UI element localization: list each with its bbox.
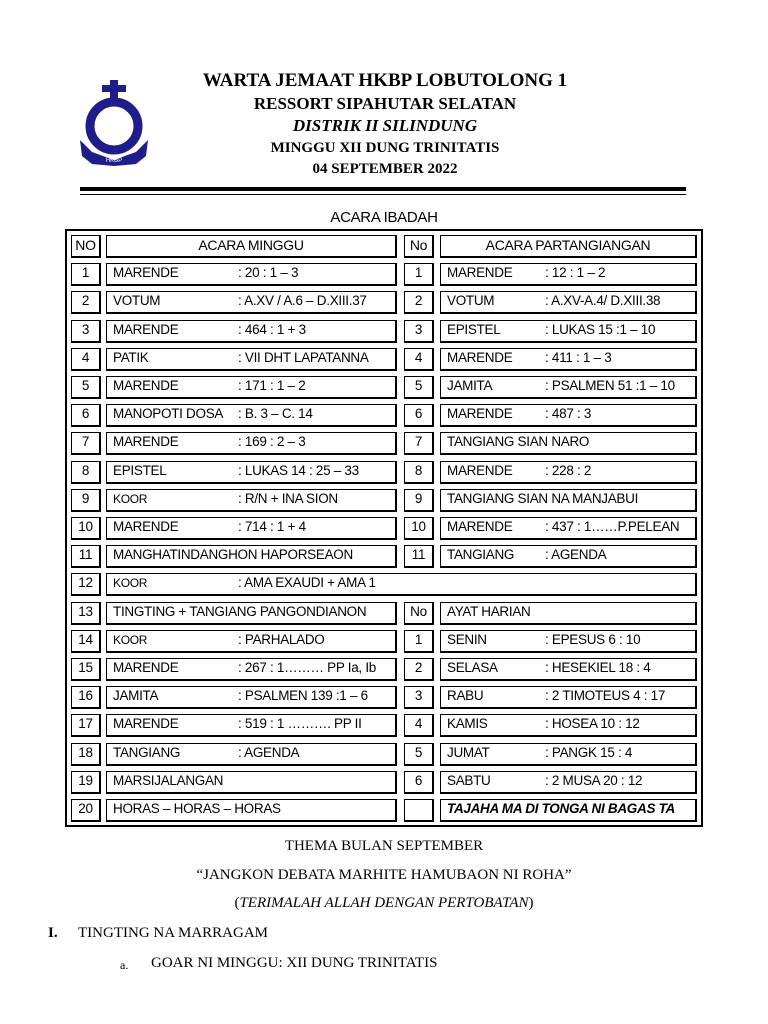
partangiangan-item <box>440 517 697 540</box>
item-label: MARENDE <box>447 519 513 534</box>
row-number <box>71 771 101 794</box>
row-number-text: 10 <box>78 519 93 534</box>
item-value: : 20 : 1 – 3 <box>238 265 299 280</box>
row-number-text: 5 <box>414 378 423 393</box>
item-label: TANGIANG <box>113 745 181 760</box>
item-value: : A.XV / A.6 – D.XIII.37 <box>238 293 367 308</box>
row-number-text: 2 <box>414 660 423 675</box>
item-label: MARSIJALANGAN <box>113 773 224 788</box>
row-number <box>71 714 101 737</box>
minggu-item <box>106 376 397 399</box>
item-value: : 2 TIMOTEUS 4 : 17 <box>545 688 666 703</box>
item-label: KOOR <box>113 492 148 506</box>
item-label: EPISTEL <box>447 322 501 337</box>
ressort-name: RESSORT SIPAHUTAR SELATAN <box>253 94 517 113</box>
row-number <box>71 630 101 653</box>
row-number <box>71 291 101 314</box>
no-header <box>71 235 101 258</box>
minggu-item <box>106 432 397 455</box>
minggu-item <box>106 658 397 681</box>
item-label: SENIN <box>447 632 487 647</box>
row-number-text: 11 <box>411 547 426 562</box>
item-value: : 171 : 1 – 2 <box>238 378 306 393</box>
no-header <box>404 235 434 258</box>
ayat-item <box>440 630 697 653</box>
row-number <box>404 320 434 343</box>
item-label: RABU <box>447 688 484 703</box>
row-number-text: 4 <box>414 716 423 731</box>
item-label: MARENDE <box>113 322 179 337</box>
row-number <box>71 573 101 596</box>
thema-heading: THEMA BULAN SEPTEMBER <box>284 838 484 854</box>
item-label: MANOPOTI DOSA <box>113 406 224 421</box>
section-number: I. <box>48 925 58 941</box>
partangiangan-item <box>440 320 697 343</box>
row-number <box>404 263 434 286</box>
item-value: : AMA EXAUDI + AMA 1 <box>238 575 376 590</box>
item-label: VOTUM <box>447 293 495 308</box>
minggu-item <box>106 517 397 540</box>
row-number <box>71 348 101 371</box>
row-number <box>71 432 101 455</box>
minggu-item <box>106 545 397 568</box>
row-number-text: 9 <box>414 491 423 506</box>
partangiangan-item <box>440 545 697 568</box>
section-title: ACARA IBADAH <box>330 209 438 226</box>
item-value: : 2 MUSA 20 : 12 <box>545 773 643 788</box>
item-label: TANGIANG <box>447 547 515 562</box>
partangiangan-item <box>440 489 697 512</box>
bulletin-title: WARTA JEMAAT HKBP LOBUTOLONG 1 <box>202 70 568 91</box>
row-number-text: 5 <box>81 378 90 393</box>
row-number-text: 1 <box>414 632 423 647</box>
item-value: : 267 : 1……… PP Ia, Ib <box>238 660 376 675</box>
item-value: : 714 : 1 + 4 <box>238 519 306 534</box>
ayat-item <box>440 714 697 737</box>
no-header <box>404 602 434 625</box>
row-number <box>71 545 101 568</box>
header-divider-thin <box>80 194 686 195</box>
item-value: : 487 : 3 <box>545 406 592 421</box>
partangiangan-item <box>440 291 697 314</box>
row-number-text: 3 <box>414 322 423 337</box>
ayat-item <box>440 743 697 766</box>
distrik-name: DISTRIK II SILINDUNG <box>292 116 478 135</box>
row-number-text: 15 <box>78 660 93 675</box>
row-number <box>71 743 101 766</box>
row-number <box>404 348 434 371</box>
row-number <box>404 771 434 794</box>
item-label: JUMAT <box>447 745 490 760</box>
item-label: SABTU <box>447 773 491 788</box>
row-number <box>404 291 434 314</box>
svg-text:HKBP: HKBP <box>105 158 123 164</box>
item-value: : PANGK 15 : 4 <box>545 745 633 760</box>
ayat-footer <box>440 799 697 822</box>
row-number-text: 19 <box>78 773 93 788</box>
item-label: EPISTEL <box>113 463 167 478</box>
item-value: : PSALMEN 51 :1 – 10 <box>545 378 675 393</box>
row-number <box>404 686 434 709</box>
row-number-text: 2 <box>81 293 90 308</box>
row-number-text: 6 <box>81 406 90 421</box>
ayat-item <box>440 771 697 794</box>
item-value: : 12 : 1 – 2 <box>545 265 606 280</box>
row-number-text: 3 <box>81 322 90 337</box>
partangiangan-item <box>440 461 697 484</box>
minggu-item <box>106 489 397 512</box>
item-label: MARENDE <box>113 716 179 731</box>
item-label: MARENDE <box>113 378 179 393</box>
subsection-letter: a. <box>120 958 129 972</box>
item-value: : R/N + INA SION <box>238 491 338 506</box>
row-number <box>404 714 434 737</box>
item-label: PATIK <box>113 350 149 365</box>
item-value: : VII DHT LAPATANNA <box>238 350 369 365</box>
row-number-text: 7 <box>81 434 90 449</box>
row-number <box>71 489 101 512</box>
row-number-text: 2 <box>414 293 423 308</box>
row-number-text: 6 <box>414 773 423 788</box>
row-number <box>71 461 101 484</box>
item-label: MARENDE <box>447 265 513 280</box>
item-value: : AGENDA <box>545 547 607 562</box>
row-number-text: 8 <box>81 463 90 478</box>
row-number <box>71 263 101 286</box>
ayat-harian-header <box>440 602 697 625</box>
item-value: : PARHALADO <box>238 632 325 647</box>
item-value: : AGENDA <box>238 745 300 760</box>
row-number <box>404 376 434 399</box>
row-number-text: 14 <box>78 632 93 647</box>
minggu-item <box>106 404 397 427</box>
row-number <box>404 658 434 681</box>
row-number <box>404 545 434 568</box>
hkbp-logo <box>72 78 156 166</box>
item-label: TANGIANG SIAN NARO <box>447 434 590 449</box>
item-value: : A.XV-A.4/ D.XIII.38 <box>545 293 661 308</box>
item-value: : B. 3 – C. 14 <box>238 406 313 421</box>
acara-partangiangan-title: ACARA PARTANGIANGAN <box>485 237 651 253</box>
acara-minggu-title: ACARA MINGGU <box>198 237 304 253</box>
row-number-text: 6 <box>414 406 423 421</box>
minggu-item <box>106 714 397 737</box>
no-header-label: No <box>410 604 427 619</box>
item-value: : LUKAS 15 :1 – 10 <box>545 322 656 337</box>
minggu-item <box>106 573 697 596</box>
no-header-label: No <box>409 237 428 253</box>
minggu-item <box>106 743 397 766</box>
row-number-text: 5 <box>414 745 423 760</box>
item-value: : 411 : 1 – 3 <box>545 350 612 365</box>
item-label: JAMITA <box>447 378 493 393</box>
acara-partangiangan-header <box>440 235 697 258</box>
row-number <box>71 658 101 681</box>
item-value: : 464 : 1 + 3 <box>238 322 306 337</box>
row-number <box>71 320 101 343</box>
item-value: : LUKAS 14 : 25 – 33 <box>238 463 359 478</box>
row-number <box>71 376 101 399</box>
thema-text: “JANGKON DEBATA MARHITE HAMUBAON NI ROHA” <box>196 867 572 883</box>
item-label: TANGIANG SIAN NA MANJABUI <box>447 491 639 506</box>
row-number <box>71 602 101 625</box>
item-value: : 519 : 1 ………. PP II <box>238 716 362 731</box>
item-value: : HOSEA 10 : 12 <box>545 716 640 731</box>
row-number-text: 10 <box>411 519 426 534</box>
section-heading: TINGTING NA MARRAGAM <box>78 925 268 941</box>
minggu-item <box>106 799 397 822</box>
item-label: MARENDE <box>113 519 179 534</box>
partangiangan-item <box>440 263 697 286</box>
row-number <box>404 743 434 766</box>
row-number-text: 20 <box>78 801 93 816</box>
minggu-item <box>106 602 397 625</box>
row-number-text: 18 <box>78 745 93 760</box>
ayat-footer-text: TAJAHA MA DI TONGA NI BAGAS TA <box>447 801 675 816</box>
item-label: KOOR <box>113 633 148 647</box>
row-number-text: 12 <box>78 575 93 590</box>
item-label: MARENDE <box>447 463 513 478</box>
partangiangan-item <box>440 432 697 455</box>
item-label: MARENDE <box>447 350 513 365</box>
row-number <box>404 461 434 484</box>
acara-minggu-header <box>106 235 397 258</box>
thema-translation: (TERIMALAH ALLAH DENGAN PERTOBATAN) <box>234 895 534 911</box>
row-number-text: 1 <box>81 265 90 280</box>
row-number <box>404 432 434 455</box>
partangiangan-item <box>440 376 697 399</box>
item-value: : HESEKIEL 18 : 4 <box>545 660 651 675</box>
item-label: TINGTING + TANGIANG PANGONDIANON <box>113 604 367 619</box>
no-header-label: NO <box>75 237 96 253</box>
ayat-item <box>440 658 697 681</box>
row-number-text: 4 <box>414 350 423 365</box>
row-number-text: 8 <box>414 463 423 478</box>
row-number <box>71 404 101 427</box>
row-number-text: 4 <box>81 350 90 365</box>
item-label: MARENDE <box>113 265 179 280</box>
item-label: JAMITA <box>113 688 159 703</box>
empty-cell <box>404 799 434 822</box>
minggu-item <box>106 461 397 484</box>
item-label: MARENDE <box>113 660 179 675</box>
item-value: : 437 : 1……P.PELEAN <box>545 519 680 534</box>
partangiangan-item <box>440 348 697 371</box>
row-number <box>71 686 101 709</box>
item-label: VOTUM <box>113 293 161 308</box>
minggu-item <box>106 320 397 343</box>
minggu-item <box>106 686 397 709</box>
row-number-text: 1 <box>414 265 423 280</box>
ayat-harian-title: AYAT HARIAN <box>447 604 531 619</box>
row-number-text: 13 <box>78 604 93 619</box>
row-number <box>404 489 434 512</box>
service-date: 04 SEPTEMBER 2022 <box>312 161 458 177</box>
row-number-text: 7 <box>414 434 423 449</box>
row-number <box>404 404 434 427</box>
item-label: MARENDE <box>113 434 179 449</box>
header-divider <box>80 187 686 191</box>
row-number-text: 17 <box>78 716 93 731</box>
item-value: : EPESUS 6 : 10 <box>545 632 641 647</box>
minggu-item <box>106 263 397 286</box>
item-label: MANGHATINDANGHON HAPORSEAON <box>113 547 353 562</box>
minggu-item <box>106 630 397 653</box>
ayat-item <box>440 686 697 709</box>
item-value: : PSALMEN 139 :1 – 6 <box>238 688 368 703</box>
row-number <box>404 517 434 540</box>
item-label: SELASA <box>447 660 498 675</box>
item-label: HORAS – HORAS – HORAS <box>113 801 281 816</box>
minggu-item <box>106 291 397 314</box>
item-label: KOOR <box>113 576 148 590</box>
row-number <box>71 517 101 540</box>
row-number-text: 3 <box>414 688 423 703</box>
row-number <box>71 799 101 822</box>
item-value: : 169 : 2 – 3 <box>238 434 306 449</box>
row-number-text: 16 <box>78 688 93 703</box>
minggu-item <box>106 348 397 371</box>
sunday-name: MINGGU XII DUNG TRINITATIS <box>270 140 500 156</box>
item-label: KAMIS <box>447 716 488 731</box>
row-number <box>404 630 434 653</box>
row-number-text: 9 <box>81 491 90 506</box>
minggu-item <box>106 771 397 794</box>
partangiangan-item <box>440 404 697 427</box>
item-label: MARENDE <box>447 406 513 421</box>
item-value: : 228 : 2 <box>545 463 592 478</box>
row-number-text: 11 <box>78 547 93 562</box>
subsection-heading: GOAR NI MINGGU: XII DUNG TRINITATIS <box>151 955 438 971</box>
